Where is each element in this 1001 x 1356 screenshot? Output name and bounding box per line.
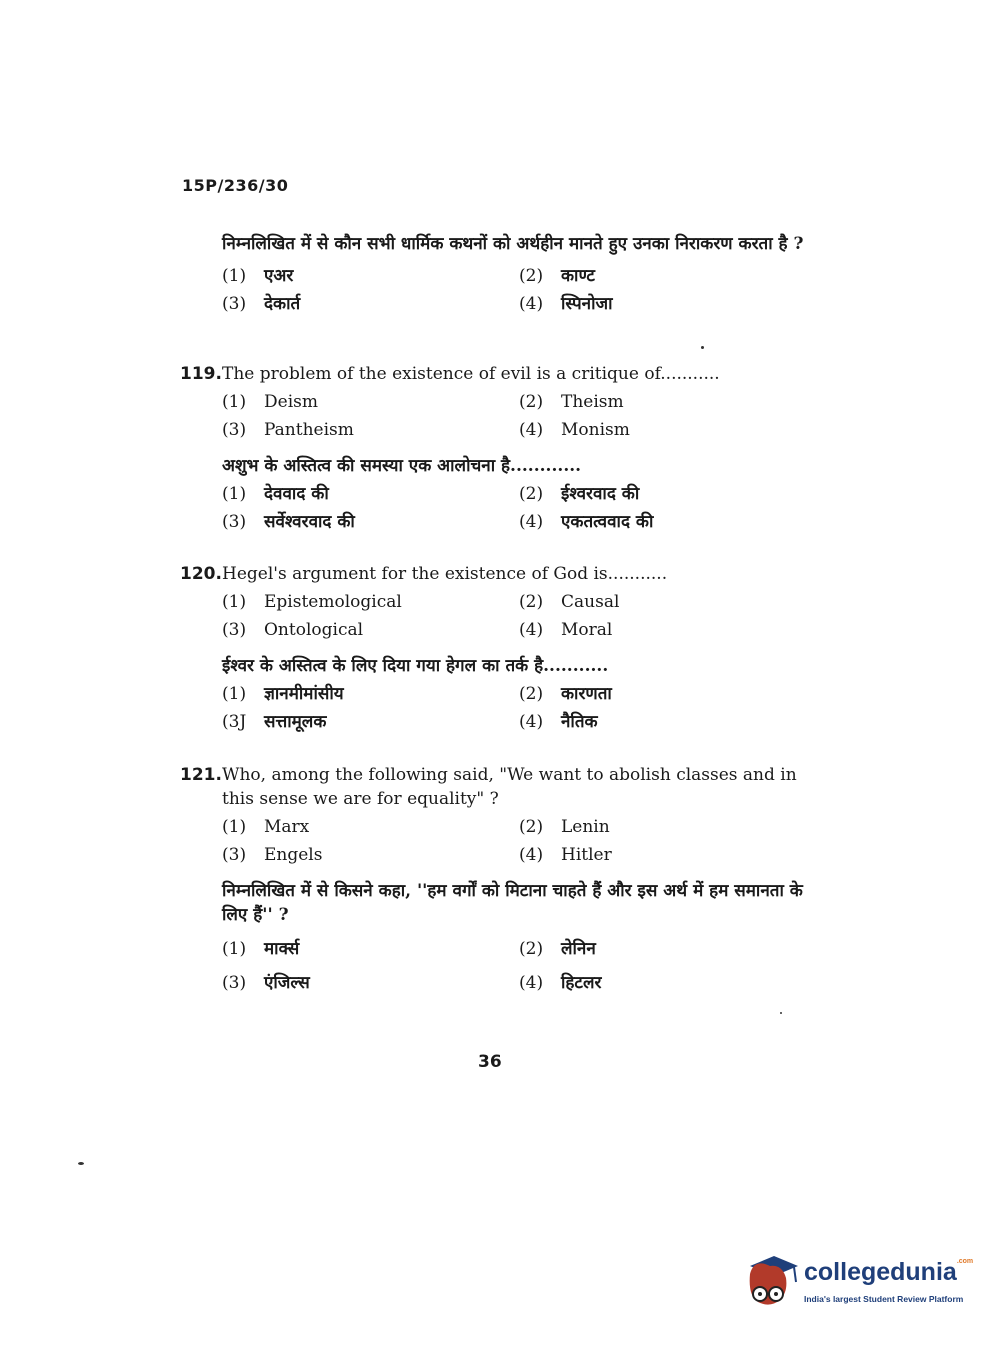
scan-speck [701, 346, 704, 349]
option-1: (1) एअर [222, 266, 294, 286]
option-2: (2) कारणता [519, 684, 612, 704]
question-text-hindi: अशुभ के अस्तित्व की समस्या एक आलोचना है............ [222, 456, 582, 476]
question-text-line-2: this sense we are for equality" ? [222, 789, 499, 809]
options [222, 813, 820, 869]
options-hindi [222, 935, 820, 997]
scan-speck [780, 1012, 782, 1014]
option-4: (4) Monism [519, 420, 630, 440]
collegedunia-logo[interactable] [740, 1252, 974, 1316]
option-4: (4) स्पिनोजा [519, 294, 613, 314]
question-number: 120. [180, 564, 222, 584]
option-3: (3J सत्तामूलक [222, 712, 327, 732]
option-2: (2) लेनिन [519, 939, 596, 959]
question-text-hindi: ईश्वर के अस्तित्व के लिए दिया गया हेगल का तर्क है........... [222, 656, 609, 676]
option-4: (4) हिटलर [519, 973, 602, 993]
option-2: (2) काण्ट [519, 266, 595, 286]
logo-wordmark: collegedunia [804, 1258, 957, 1286]
option-2: (2) ईश्वरवाद की [519, 484, 640, 504]
option-3: (3) देकार्त [222, 294, 301, 314]
options [222, 388, 820, 444]
mascot-icon [740, 1252, 800, 1314]
question-120 [180, 562, 820, 736]
question-text: Hegel's argument for the existence of God is........... [222, 564, 668, 584]
question-number: 119. [180, 364, 222, 384]
option-3: (3) Engels [222, 845, 323, 865]
option-1: (1) Deism [222, 392, 318, 412]
logo-suffix: .com [956, 1258, 974, 1265]
page-number: 36 [478, 1052, 502, 1072]
option-1: (1) ज्ञानमीमांसीय [222, 684, 344, 704]
option-1: (1) Marx [222, 817, 310, 837]
option-2: (2) Lenin [519, 817, 610, 837]
paper-code: 15P/236/30 [182, 176, 289, 195]
options-hindi [222, 480, 820, 536]
option-4: (4) Moral [519, 620, 613, 640]
option-3: (3) Pantheism [222, 420, 354, 440]
option-4: (4) नैतिक [519, 712, 598, 732]
option-1: (1) देववाद की [222, 484, 329, 504]
option-2: (2) Causal [519, 592, 620, 612]
option-3: (3) Ontological [222, 620, 364, 640]
question-text-hindi: निम्नलिखित में से कौन सभी धार्मिक कथनों को अर्थहीन मानते हुए उनका निराकरण करता है ? [222, 234, 804, 254]
option-1: (1) मार्क्स [222, 939, 300, 959]
question-number: 121. [180, 765, 222, 785]
option-4: (4) एकतत्ववाद की [519, 512, 654, 532]
question-text: The problem of the existence of evil is a critique of........... [222, 364, 720, 384]
question-text-line-1: Who, among the following said, "We want to abolish classes and in [222, 765, 797, 785]
question-118-hindi [180, 232, 820, 318]
options [222, 588, 820, 644]
option-3: (3) सर्वेश्वरवाद की [222, 512, 355, 532]
options-hindi [222, 680, 820, 736]
option-1: (1) Epistemological [222, 592, 402, 612]
question-121 [180, 763, 820, 997]
option-4: (4) Hitler [519, 845, 612, 865]
option-3: (3) एंजिल्स [222, 973, 310, 993]
option-2: (2) Theism [519, 392, 624, 412]
question-119 [180, 362, 820, 536]
logo-tagline: India's largest Student Review Platform [804, 1294, 964, 1304]
scan-speck [78, 1162, 84, 1165]
options-hindi [222, 262, 820, 318]
question-text-hindi: निम्नलिखित में से किसने कहा, ''हम वर्गों को मिटाना चाहते हैं और इस अर्थ में हम समानता के लिए हैं'' ? [222, 881, 803, 925]
